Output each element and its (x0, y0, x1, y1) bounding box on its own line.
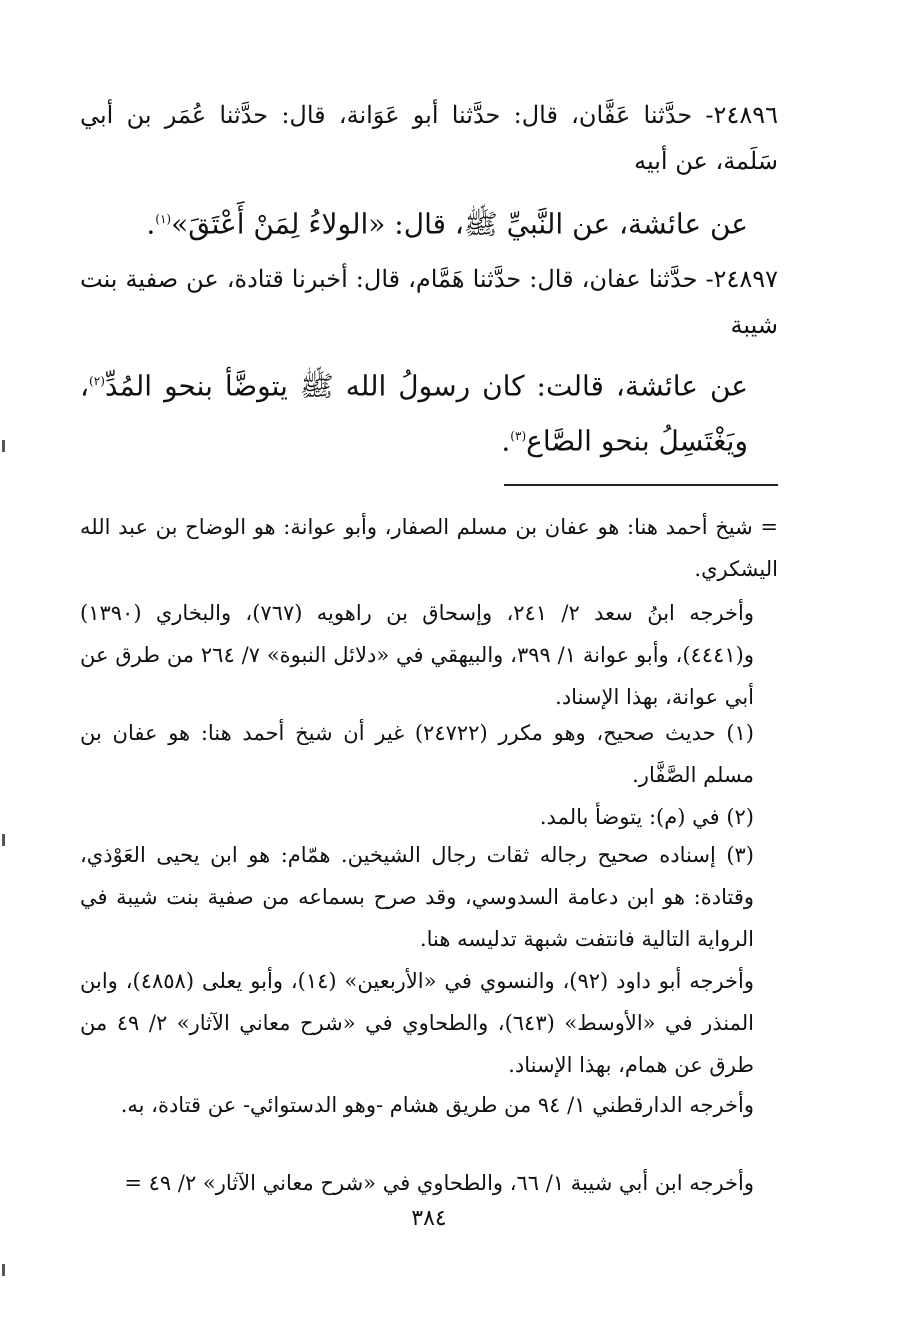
hadith-24896-isnad: ٢٤٨٩٦- حدَّثنا عَفَّان، قال: حدَّثنا أبو عَوَانة، قال: حدَّثنا عُمَر بن أبي سَلَمة، عن أبيه (80, 101, 778, 175)
footnote-3-daraqutni: وأخرجه الدارقطني ١/ ٩٤ من طريق هشام -وهو الدستوائي- عن قتادة، به. (120, 1093, 754, 1117)
footnote-3-ibn-abi-shaybah: وأخرجه ابن أبي شيبة ١/ ٦٦، والطحاوي في «شرح معاني الآثار» ٢/ ٤٩ = (124, 1171, 754, 1195)
hadith-24897-matn-end: . (501, 424, 511, 458)
hadith-24897-isnad: ٢٤٨٩٧- حدَّثنا عفان، قال: حدَّثنا هَمَّام، قال: أخبرنا قتادة، عن صفية بنت شيبة (80, 265, 778, 339)
hadith-24897-matn (80, 356, 778, 467)
footnote-1: (١) حديث صحيح، وهو مكرر (٢٤٧٢٢) غير أن شيخ أحمد هنا: هو عفان بن مسلم الصَّفَّار. (80, 721, 754, 787)
footnote-continuation-sources: وأخرجه ابنُ سعد ٢/ ٢٤١، وإسحاق بن راهويه (٧٦٧)، والبخاري (١٣٩٠) و(٤٤٤١)، وأبو عوانة ١/ ٣٩٩، والبيهقي في «دلائل النبوة» ٧/ ٢٦٤ من طرق عن أبي عوانة، بهذا الإسناد. (80, 601, 754, 709)
scan-edge-mark (2, 440, 5, 452)
footnote-3: (٣) إسناده صحيح رجاله ثقات رجال الشيخين. همّام: هو ابن يحيى العَوْذي، وقتادة: هو ابن دعامة السدوسي، وقد صرح بسماعه من صفية بنت شيبة في الرواية التالية فانتفت شبهة تدليسه هنا. (80, 843, 754, 951)
footnote-ref-2[interactable]: (٢) (89, 374, 105, 388)
footnote-continuation: = شيخ أحمد هنا: هو عفان بن مسلم الصفار، وأبو عوانة: هو الوضاح بن عبد الله اليشكري. (80, 515, 778, 581)
footnote-3-sources: وأخرجه أبو داود (٩٢)، والنسوي في «الأربعين» (١٤)، وأبو يعلى (٤٨٥٨)، وابن المنذر في «الأوسط» (٦٤٣)، والطحاوي في «شرح معاني الآثار» ٢/ ٤٩ من طرق عن همام، بهذا الإسناد. (80, 969, 754, 1077)
hadith-24897-matn-text-a: عن عائشة، قالت: كان رسولُ الله ﷺ يتوضَّأ بنحو المُدِّ (104, 369, 748, 403)
page-number: ٣٨٤ (411, 1206, 447, 1231)
footnote-2: (٢) في (م): يتوضأ بالمد. (539, 805, 754, 829)
footnote-ref-1[interactable]: (١) (155, 212, 172, 226)
hadith-24897-matn-text-b: ، ويَغْتَسِلُ بنحو الصَّاع (80, 369, 748, 458)
hadith-24896-matn-text: عن عائشة، عن النَّبيِّ ﷺ، قال: «الولاءُ لِمَنْ أَعْتَقَ» (171, 207, 748, 241)
footnote-ref-3[interactable]: (٣) (510, 429, 527, 444)
scan-edge-mark (2, 834, 5, 846)
footnote-separator (504, 484, 778, 486)
scan-edge-mark (2, 1264, 5, 1276)
book-page (80, 0, 778, 1332)
hadith-24896-matn: عن عائشة، عن النَّبيِّ ﷺ، قال: «الولاءُ لِمَنْ أَعْتَقَ»$^{(١)}$. (146, 207, 748, 241)
